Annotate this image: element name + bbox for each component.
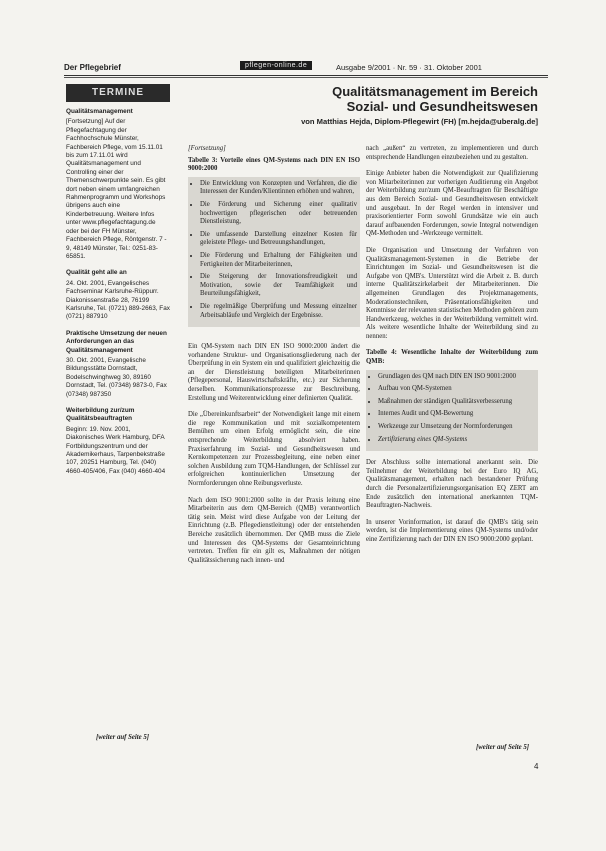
header-rule [64, 75, 548, 76]
sidebar-text: [Fortsetzung] Auf der Pflegefachtagung der Fachhochschule Münster, Fachbereich Pflege, vom 15.11.01 bis zum 17.11.01 wird Qualitätsmanagement und Controlling einer der Themenschwerpunkte sein. Es gibt dort neben einem umfangreichen Rahmenprogramm und Workshops übrigens auch eine Kinderbetreuung. Weitere Infos unter www.pflegefachtagung.de oder bei der FH Münster, Fachbereich Pflege, Röntgenstr. 7 - 9, 48149 Münster, Tel.: 0251-83-65851. [66, 118, 167, 260]
article-title-line1: Qualitätsmanagement im Bereich [332, 84, 538, 99]
article-byline: von Matthias Hejda, Diplom-Pflegewirt (FH) [m.hejda@uberalg.de] [301, 117, 538, 126]
paragraph: Nach dem ISO 9001:2000 sollte in der Praxis leitung eine Mitarbeiterin aus dem QM-Bereich (QMB) verantwortlich tätig sein. Meist wird diese Aufgabe von der Leitung der Einrichtung (z.B. Pflegedienstleitung) oder der entstehenden Bereiche zusätzlich übernommen. Der QMB muss die Ziele und Interessen des QM-Systems der Gesamteinrichtung vertreten. Treffen für ein gilt es, Maßnahmen der nötigen Qualitätssicherung nach innen- und [188, 496, 360, 564]
termine-box-title: TERMINE [66, 84, 170, 102]
paragraph: Ein QM-System nach DIN EN ISO 9000:2000 ändert die vorhandene Struktur- und Organisationsgliederung nach der Überprüfung in ein System ein und qualifiziert gleichzeitig die an der Dienstleistung beteiligten Mitarbeiterinnen (Pflegepersonal, Hauswirtschaftskräfte, etc.) zur Sicherung derselben. Kommunikationsprozesse zur Beschreibung, Erstellung und Weiterentwicklung einer definierten Qualität. [188, 343, 360, 402]
continuation-note: [Fortsetzung] [188, 145, 226, 152]
table4-item: • Zertifizierung eines QM-Systems [378, 436, 534, 445]
table4-item: • Maßnahmen der ständigen Qualitätsverbesserung [378, 398, 534, 407]
paragraph: Die Organisation und Umsetzung der Verfahren von Qualitätsmanagement-Systemen in die Betriebe der Einrichtungen im Sozial- und Gesundheitswesen ist die Aufgabe von QMB's. Unterstützt wird die Arbeit z. B. durch interne Qualitätszirkelarbeit der Mitarbeiterinnen. Die allgemeinen Grundlagen des Projektmanagements, Moderationstechniken, Präsentationsfähigkeiten und Kenntnisse der relevanten statistischen Methoden gehören zum Handwerkzeug, welches in der Weiterbildung vermittelt wird. Als weitere wesentliche Inhalte der Weiterbildung sind zu nennen: [366, 246, 538, 340]
sidebar-text: 30. Okt. 2001, Evangelische Bildungsstätte Dornstadt, Bodelschwinghweg 30, 89160 Dornstadt, Tel. (07348) 9873-0, Fax (07348) 987350 [66, 356, 167, 398]
sidebar-heading: Qualitätsmanagement [66, 108, 133, 115]
table3-item: • Die regelmäßige Überprüfung und Messung einzelner Arbeitsabläufe und Vergleich der Ergebnisse. [200, 303, 357, 320]
article-continued: [weiter auf Seite 5] [476, 744, 530, 751]
newsletter-name: Der Pflegebrief [64, 63, 121, 72]
table4-caption: Tabelle 4: Wesentliche Inhalte der Weiterbildung zum QMB: [366, 349, 538, 366]
table4-item: • Grundlagen des QM nach DIN EN ISO 9001:2000 [378, 373, 534, 382]
article-title-line2: Sozial- und Gesundheitswesen [346, 99, 538, 114]
table3-item: • Die umfassende Darstellung einzelner Kosten für geleistete Pflege- und Betreuungshandlungen, [200, 231, 357, 248]
paragraph: Einige Anbieter haben die Notwendigkeit zur Qualifizierung von Mitarbeiterinnen zur vorherigen Auditierung ein Angebot der Weiterbildung zur/zum QM-Beauftragten für Beschäftigte aus dem Bereich Sozial- und Gesundheitswesen entwickelt und ausgebaut. In der Regel werden in intensiver und praxisorientierter Form sowohl Grundsätze wie ein auch darauf aufbauenden Forderungen, sowie Integral notwendigen QM-Methoden und -Werkzeuge vermittelt. [366, 170, 538, 238]
sidebar-continued: [weiter auf Seite 5] [96, 734, 150, 741]
table4-item: • Aufbau von QM-Systemen [378, 385, 534, 394]
table3-item: • Die Entwicklung von Konzepten und Verfahren, die die Interessen der Kunden/Klientinnen erhöhen und wahren, [200, 180, 357, 197]
sidebar-heading: Weiterbildung zur/zum Qualitätsbeauftragten [66, 407, 135, 423]
table3-item: • Die Förderung und Sicherung einer qualitativ hochwertigen pflegerischen oder betreuenden Dienstleistung, [200, 201, 357, 227]
paragraph: In unserer Vorinformation, ist darauf die QMB's tätig sein werden, ist die Implementierung eines QM-Systems und/oder eine Zertifizierung nach der DIN EN ISO 9000:2000 geplant. [366, 518, 538, 543]
table3-item: • Die Steigerung der Innovationsfreudigkeit und Motivation, sowie der Teamfähigkeit und Beurteilungsfähigkeit, [200, 273, 357, 299]
issue-info: Ausgabe 9/2001 · Nr. 59 · 31. Oktober 2001 [336, 63, 482, 72]
table3-item: • Die Förderung und Erhaltung der Fähigkeiten und Fertigkeiten der Mitarbeiterinnen, [200, 252, 357, 269]
article-column-1 [188, 145, 360, 757]
article-title-block [190, 84, 538, 126]
paragraph: Der Abschluss sollte international anerkannt sein. Die Teilnehmer der Weiterbildung bei der Euro IQ AG, Qualitätsmanagement, erhalten nach bestandener Prüfung durch die Personalzertifizierungsorganisation EQ ZERT am Ende zusätzlich den international anerkannten TQM-Beauftragten-Nachweis. [366, 459, 538, 510]
table3-box [188, 177, 360, 327]
sidebar-termine [66, 108, 170, 484]
table4-item: • Werkzeuge zur Umsetzung der Normforderungen [378, 423, 534, 432]
sidebar-heading: Praktische Umsetzung der neuen Anforderungen an das Qualitätsmanagement [66, 329, 167, 354]
table4-item: • Internes Audit und QM-Bewertung [378, 410, 534, 419]
table4-box [366, 370, 538, 452]
header-rule-thin [64, 77, 548, 78]
sidebar-text: Beginn: 19. Nov. 2001, Diakonisches Werk Hamburg, DFA Fortbildungszentrum und der Akademikerhaus, Tarpenbekstraße 107, 20251 Hamburg, Tel. (040) 4660-405/406, Fax (040) 4660-404 [66, 425, 166, 475]
article-column-2 [366, 145, 538, 750]
site-logo: pflegen-online.de [240, 61, 312, 70]
table3-caption: Tabelle 3: Vorteile eines QM-Systems nach DIN EN ISO 9000:2000 [188, 156, 360, 173]
paragraph: Die „Übereinkunftsarbeit“ der Notwendigkeit lange mit einem die rege Kommunikation und mit sozialkompetentem Bemühen um einen Erfolg ermöglicht sein, die eine entsprechende Weiterbildung absolviert haben. Praxiserfahrung im Sozial- und Gesundheitswesen und Kernkompetenzen zur Prozessbegleitung, eine neben einer solchen Ausbildung zum TQM-Handlungen, der Schlüssel zur erfolgreichen kontinuierlichen Umsetzung der Normforderungen ohne Reibungsverluste. [188, 411, 360, 487]
sidebar-text: 24. Okt. 2001, Evangelisches Fachseminar Karlsruhe-Rüppurr. Diakonissenstraße 28, 76199 Karlsruhe, Tel. (0721) 889-2663, Fax (0721) 887910 [66, 279, 170, 321]
paragraph: nach „außen“ zu vertreten, zu implementieren und durch entsprechende Handlungen einzubeziehen und zu gestalten. [366, 145, 538, 161]
sidebar-heading: Qualität geht alle an [66, 269, 127, 277]
page-number: 4 [534, 762, 539, 771]
